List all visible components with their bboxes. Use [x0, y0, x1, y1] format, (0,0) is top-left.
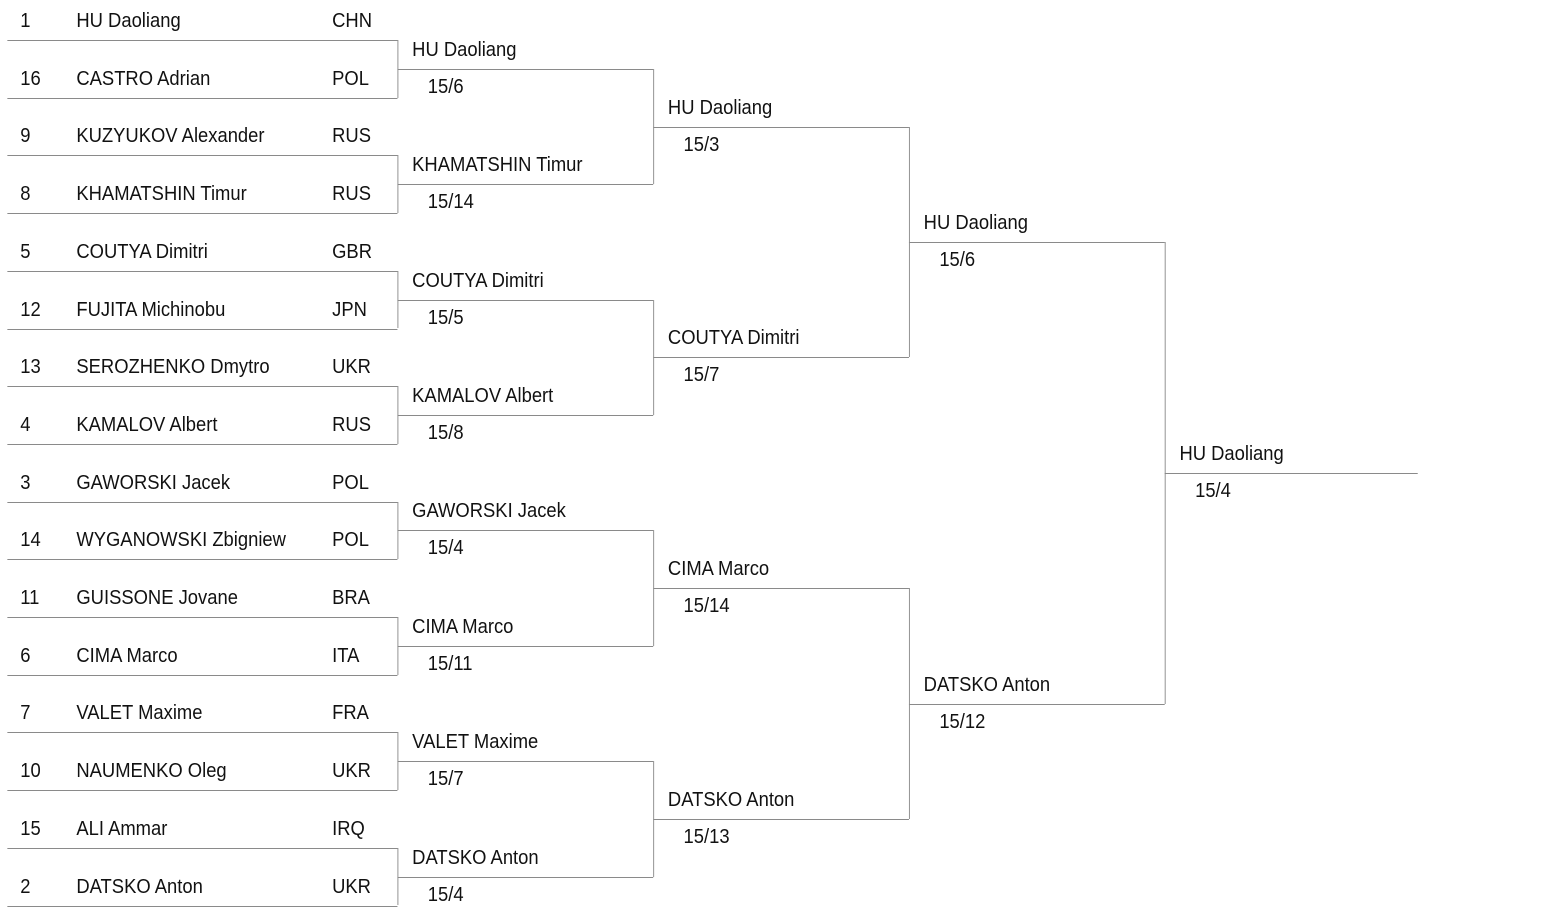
entrant-name: GAWORSKI Jacek: [76, 471, 231, 494]
match-winner-name: COUTYA Dimitri: [667, 327, 800, 350]
entrant-country: BRA: [332, 587, 370, 609]
match-winner-line: [397, 646, 653, 647]
match-winner-name: COUTYA Dimitri: [412, 269, 544, 292]
match-score: 15/11: [427, 652, 473, 675]
entrant-country: IRQ: [332, 817, 365, 840]
entrant-line: [7, 155, 397, 156]
entrant-name: KUZYUKOV Alexander: [76, 125, 265, 148]
match-winner-name: CIMA Marco: [412, 615, 514, 638]
entrant-name: DATSKO Anton: [76, 875, 203, 898]
entrant-country: JPN: [332, 298, 367, 321]
match-winner-line: [397, 300, 653, 301]
match-winner-line: [397, 184, 653, 185]
entrant-name: KAMALOV Albert: [76, 413, 218, 436]
entrant-seed: 10: [20, 760, 41, 783]
match-score: 15/13: [683, 825, 730, 848]
entrant-country: RUS: [332, 183, 371, 206]
entrant-name: WYGANOWSKI Zbigniew: [76, 529, 286, 552]
entrant-line: [7, 675, 397, 676]
entrant-seed: 6: [20, 644, 31, 667]
entrant-seed: 7: [20, 702, 31, 725]
match-winner-line: [909, 704, 1165, 705]
match-score: 15/12: [939, 710, 986, 733]
entrant-line: [7, 502, 397, 503]
match-winner-name: DATSKO Anton: [923, 673, 1051, 696]
entrant-name: FUJITA Michinobu: [76, 298, 226, 321]
entrant-name: CASTRO Adrian: [76, 67, 211, 90]
entrant-line: [7, 444, 397, 445]
entrant-seed: 1: [20, 10, 31, 32]
entrant-country: UKR: [332, 356, 371, 379]
entrant-seed: 13: [20, 356, 41, 379]
entrant-name: VALET Maxime: [76, 702, 203, 725]
match-winner-name: CIMA Marco: [667, 558, 770, 581]
entrant-country: POL: [332, 67, 369, 90]
entrant-seed: 8: [20, 183, 31, 206]
entrant-country: ITA: [332, 644, 360, 667]
entrant-seed: 2: [20, 875, 31, 898]
match-winner-name: DATSKO Anton: [667, 788, 795, 811]
entrant-line: [7, 790, 397, 791]
entrant-country: GBR: [332, 240, 372, 263]
match-winner-name: KHAMATSHIN Timur: [412, 154, 583, 177]
entrant-line: [7, 732, 397, 733]
entrant-name: NAUMENKO Oleg: [76, 760, 227, 783]
entrant-seed: 15: [20, 817, 41, 840]
match-score: 15/7: [683, 364, 720, 387]
entrant-seed: 16: [20, 67, 41, 90]
entrant-line: [7, 559, 397, 560]
match-score: 15/6: [939, 248, 976, 271]
entrant-seed: 14: [20, 529, 41, 552]
match-winner-name: GAWORSKI Jacek: [412, 500, 566, 523]
entrant-country: CHN: [332, 10, 372, 32]
entrant-country: POL: [332, 529, 369, 552]
match-winner-line: [397, 69, 653, 70]
match-winner-line: [397, 530, 653, 531]
match-score: 15/3: [683, 133, 720, 156]
match-score: 15/4: [427, 537, 464, 560]
entrant-line: [7, 329, 397, 330]
entrant-line: [7, 271, 397, 272]
entrant-seed: 5: [20, 240, 31, 263]
entrant-seed: 11: [20, 587, 40, 609]
entrant-country: POL: [332, 471, 369, 494]
entrant-line: [7, 906, 397, 907]
entrant-country: FRA: [332, 702, 369, 725]
match-winner-name: HU Daoliang: [1179, 442, 1284, 465]
entrant-line: [7, 40, 397, 41]
entrant-name: COUTYA Dimitri: [76, 240, 208, 263]
match-winner-line: [397, 761, 653, 762]
entrant-name: SEROZHENKO Dmytro: [76, 356, 270, 379]
match-winner-name: HU Daoliang: [412, 38, 517, 61]
match-winner-name: VALET Maxime: [412, 731, 539, 754]
entrant-seed: 4: [20, 413, 31, 436]
match-winner-line: [653, 127, 909, 128]
entrant-seed: 9: [20, 125, 31, 148]
match-winner-line: [653, 357, 909, 358]
match-winner-line: [653, 819, 909, 820]
match-winner-name: HU Daoliang: [667, 96, 773, 119]
entrant-name: ALI Ammar: [76, 817, 168, 840]
entrant-seed: 3: [20, 471, 31, 494]
match-score: 15/8: [427, 422, 464, 445]
match-score: 15/4: [1195, 479, 1231, 502]
entrant-name: KHAMATSHIN Timur: [76, 183, 247, 206]
match-winner-name: DATSKO Anton: [412, 846, 539, 869]
entrant-line: [7, 848, 397, 849]
match-score: 15/14: [683, 595, 730, 618]
match-winner-name: KAMALOV Albert: [412, 385, 554, 408]
entrant-line: [7, 617, 397, 618]
entrant-name: HU Daoliang: [76, 10, 181, 32]
match-score: 15/6: [427, 75, 464, 98]
match-score: 15/4: [427, 883, 464, 906]
entrant-name: GUISSONE Jovane: [76, 587, 238, 609]
match-winner-line: [909, 242, 1165, 243]
match-winner-line: [653, 588, 909, 589]
entrant-name: CIMA Marco: [76, 644, 178, 667]
match-score: 15/14: [427, 191, 474, 214]
entrant-country: UKR: [332, 875, 371, 898]
match-score: 15/7: [427, 768, 464, 791]
match-winner-name: HU Daoliang: [923, 211, 1028, 234]
entrant-country: RUS: [332, 125, 371, 148]
match-winner-line: [1165, 473, 1418, 474]
entrant-seed: 12: [20, 298, 41, 321]
entrant-line: [7, 98, 397, 99]
match-score: 15/5: [427, 306, 464, 329]
entrant-line: [7, 213, 397, 214]
match-winner-line: [397, 877, 653, 878]
entrant-country: RUS: [332, 413, 371, 436]
entrant-country: UKR: [332, 760, 371, 783]
match-winner-line: [397, 415, 653, 416]
entrant-line: [7, 386, 397, 387]
